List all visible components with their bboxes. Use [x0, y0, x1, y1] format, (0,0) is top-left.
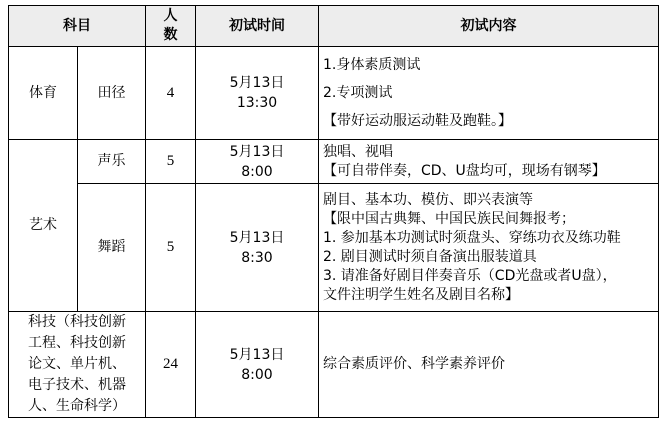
- table-row-sci: [9, 312, 659, 418]
- header-people: [146, 6, 196, 47]
- category-sci: [9, 312, 146, 418]
- category-art: 艺术: [9, 140, 78, 312]
- count-sci: 24: [146, 312, 196, 418]
- header-time: 初试时间: [196, 6, 319, 47]
- category-sci-line: 人、生命科学）: [28, 398, 126, 414]
- content-dance: [319, 184, 659, 312]
- category-sci-line: 科技（科技创新: [28, 314, 126, 330]
- content-line: 综合素质评价、科学素养评价: [323, 356, 505, 372]
- content-pe: [319, 47, 659, 140]
- clock-vocal: 8:00: [241, 163, 273, 180]
- date-sci: 5月13日: [229, 346, 285, 363]
- date-dance: 5月13日: [229, 229, 285, 246]
- exam-schedule-table: [8, 5, 659, 418]
- time-sci: [196, 312, 319, 418]
- header-content: 初试内容: [319, 6, 659, 47]
- date-pe: 5月13日: [229, 75, 285, 91]
- category-sci-line: 电子技术、机器: [28, 377, 126, 393]
- content-line: 1.身体素质测试: [323, 57, 421, 73]
- content-line: 3. 请准备好剧目伴奏音乐（CD光盘或者U盘），: [323, 267, 617, 284]
- content-line: 文件注明学生姓名及剧目名称】: [323, 286, 519, 303]
- subcategory-vocal: 声乐: [78, 140, 146, 184]
- clock-sci: 8:00: [241, 366, 273, 383]
- category-pe: 体育: [9, 47, 78, 140]
- subcategory-dance: 舞蹈: [78, 184, 146, 312]
- content-sci: [319, 312, 659, 418]
- time-dance: [196, 184, 319, 312]
- content-vocal: [319, 140, 659, 184]
- content-line: 【限中国古典舞、中国民族民间舞报考；: [323, 210, 575, 227]
- count-vocal: 5: [146, 140, 196, 184]
- category-sci-line: 论文、单片机、: [28, 356, 126, 372]
- table-row-vocal: [9, 140, 659, 184]
- clock-dance: 8:30: [241, 249, 273, 266]
- category-sci-line: 工程、科技创新: [28, 335, 126, 351]
- subcategory-track: 田径: [78, 47, 146, 140]
- header-row: [9, 6, 659, 47]
- content-line: 2.专项测试: [323, 85, 393, 101]
- count-pe: 4: [146, 47, 196, 140]
- table-row-pe: [9, 47, 659, 140]
- header-subject: 科目: [9, 6, 146, 47]
- content-line: 剧目、基本功、模仿、即兴表演等: [323, 191, 533, 208]
- header-people-line-1: 人: [163, 8, 178, 24]
- content-line: 【带好运动服运动鞋及跑鞋。】: [323, 113, 512, 129]
- count-dance: 5: [146, 184, 196, 312]
- date-vocal: 5月13日: [229, 143, 285, 160]
- clock-pe: 13:30: [236, 95, 278, 111]
- content-line: 2. 剧目测试时须自备演出服装道具: [323, 248, 537, 265]
- content-line: 独唱、视唱: [323, 143, 393, 160]
- time-pe: [196, 47, 319, 140]
- header-people-line-2: 数: [163, 27, 178, 43]
- time-vocal: [196, 140, 319, 184]
- table-row-dance: [9, 184, 659, 312]
- content-line: 【可自带伴奏，CD、U盘均可，现场有钢琴】: [323, 162, 606, 179]
- content-line: 1. 参加基本功测试时须盘头、穿练功衣及练功鞋: [323, 229, 621, 246]
